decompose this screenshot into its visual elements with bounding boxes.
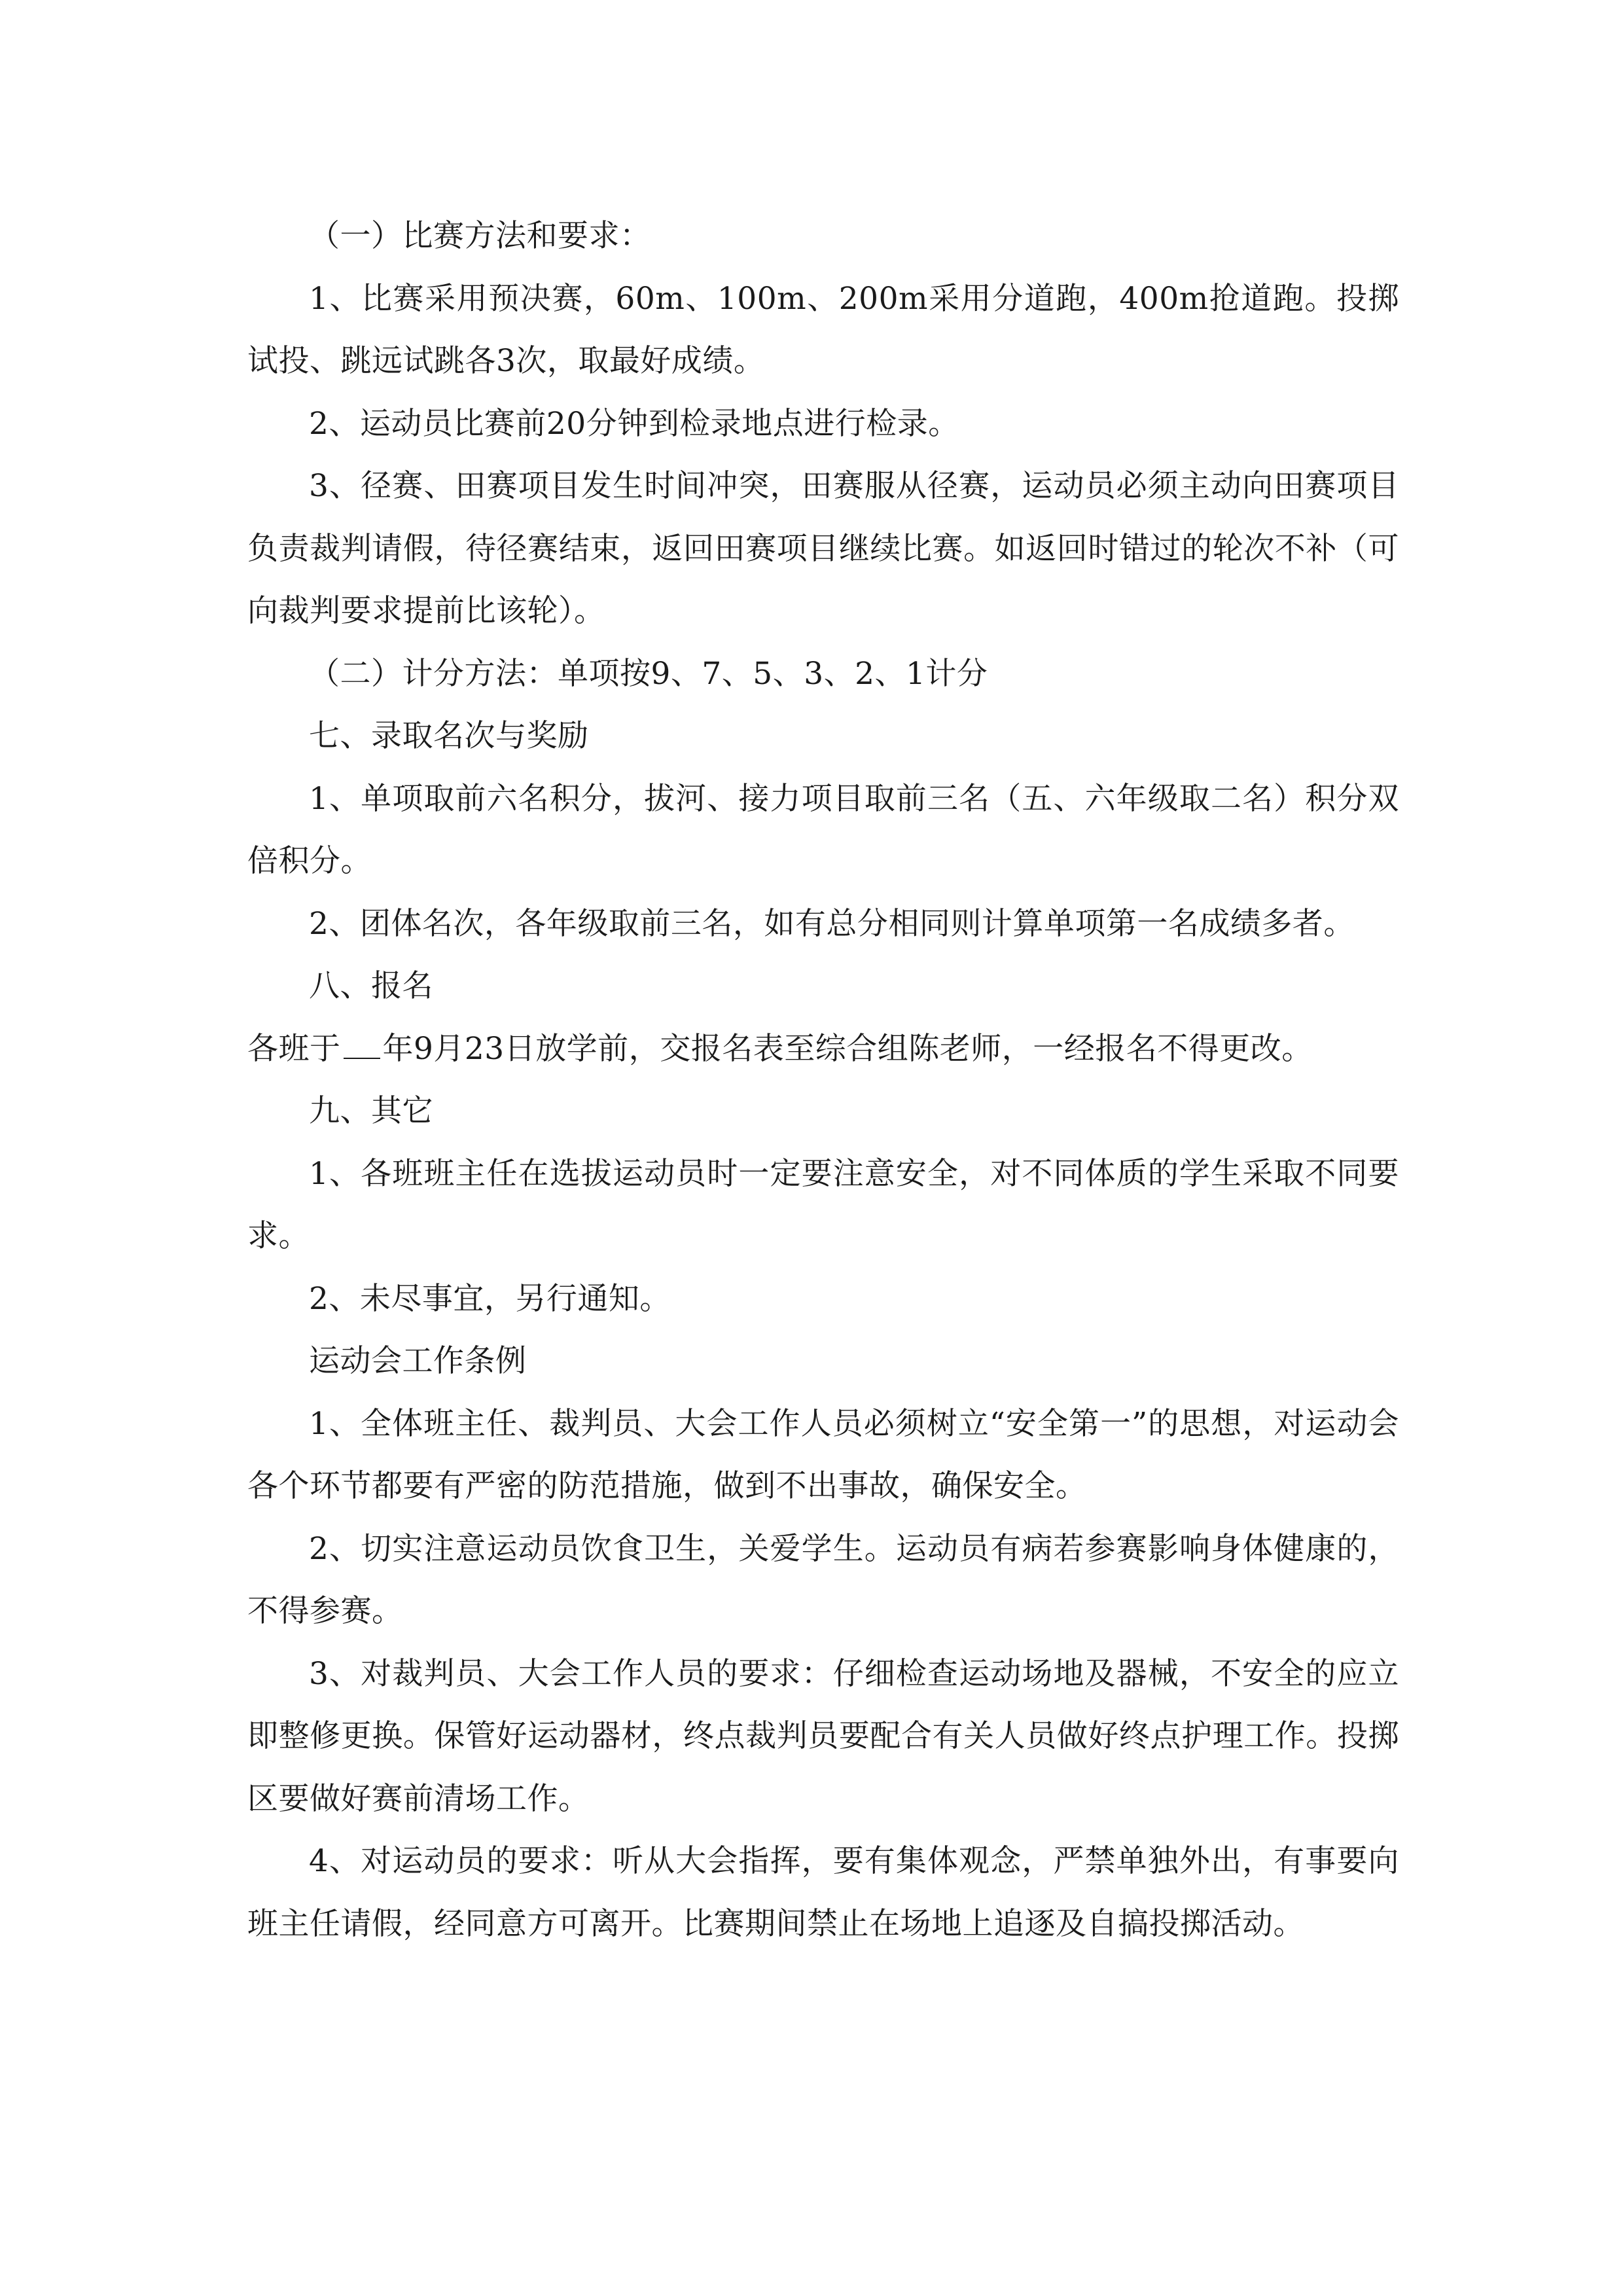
- section-heading-ranking-awards: 七、录取名次与奖励: [309, 718, 589, 754]
- paragraph-regulation-2: 2、切实注意运动员饮食卫生，关爱学生。运动员有病若参赛影响身体健康的，不得参赛。: [247, 1530, 1399, 1629]
- registration-suffix: 年9月23日放学前，交报名表至综合组陈老师，一经报名不得更改。: [382, 1030, 1313, 1067]
- paragraph-regulation-1: 1、全体班主任、裁判员、大会工作人员必须树立“安全第一”的思想，对运动会各个环节都要有严密的防范措施，做到不出事故，确保安全。: [247, 1405, 1399, 1504]
- section-heading-work-regulations: 运动会工作条例: [309, 1343, 527, 1379]
- year-blank: [344, 1031, 380, 1059]
- paragraph-ranking-2: 2、团体名次，各年级取前三名，如有总分相同则计算单项第一名成绩多者。: [309, 905, 1355, 942]
- paragraph-rule-1: 1、比赛采用预决赛，60m、100m、200m采用分道跑，400m抢道跑。投掷试投、跳远试跳各3次，取最好成绩。: [247, 280, 1399, 379]
- section-heading-registration: 八、报名: [309, 968, 433, 1004]
- paragraph-ranking-1: 1、单项取前六名积分，拔河、接力项目取前三名（五、六年级取二名）积分双倍积分。: [247, 780, 1399, 879]
- paragraph-other-2: 2、未尽事宜，另行通知。: [309, 1280, 671, 1317]
- paragraph-regulation-4: 4、对运动员的要求：听从大会指挥，要有集体观念，严禁单独外出，有事要向班主任请假，经同意方可离开。比赛期间禁止在场地上追逐及自搞投掷活动。: [247, 1843, 1399, 1942]
- section-heading-other: 九、其它: [309, 1093, 433, 1129]
- paragraph-rule-3: 3、径赛、田赛项目发生时间冲突，田赛服从径赛，运动员必须主动向田赛项目负责裁判请假，待径赛结束，返回田赛项目继续比赛。如返回时错过的轮次不补（可向裁判要求提前比该轮）。: [247, 468, 1399, 629]
- document-body: [247, 205, 1399, 1955]
- paragraph-other-1: 1、各班班主任在选拔运动员时一定要注意安全，对不同体质的学生采取不同要求。: [247, 1155, 1399, 1254]
- paragraph-rule-2: 2、运动员比赛前20分钟到检录地点进行检录。: [309, 405, 959, 442]
- registration-prefix: 各班于: [247, 1030, 341, 1067]
- section-heading-competition-rules: （一）比赛方法和要求：: [309, 218, 651, 254]
- paragraph-registration: [247, 1018, 1399, 1081]
- section-heading-scoring: （二）计分方法：单项按9、7、5、3、2、1计分: [309, 655, 988, 692]
- paragraph-regulation-3: 3、对裁判员、大会工作人员的要求：仔细检查运动场地及器械，不安全的应立即整修更换。保管好运动器材，终点裁判员要配合有关人员做好终点护理工作。投掷区要做好赛前清场工作。: [247, 1655, 1399, 1817]
